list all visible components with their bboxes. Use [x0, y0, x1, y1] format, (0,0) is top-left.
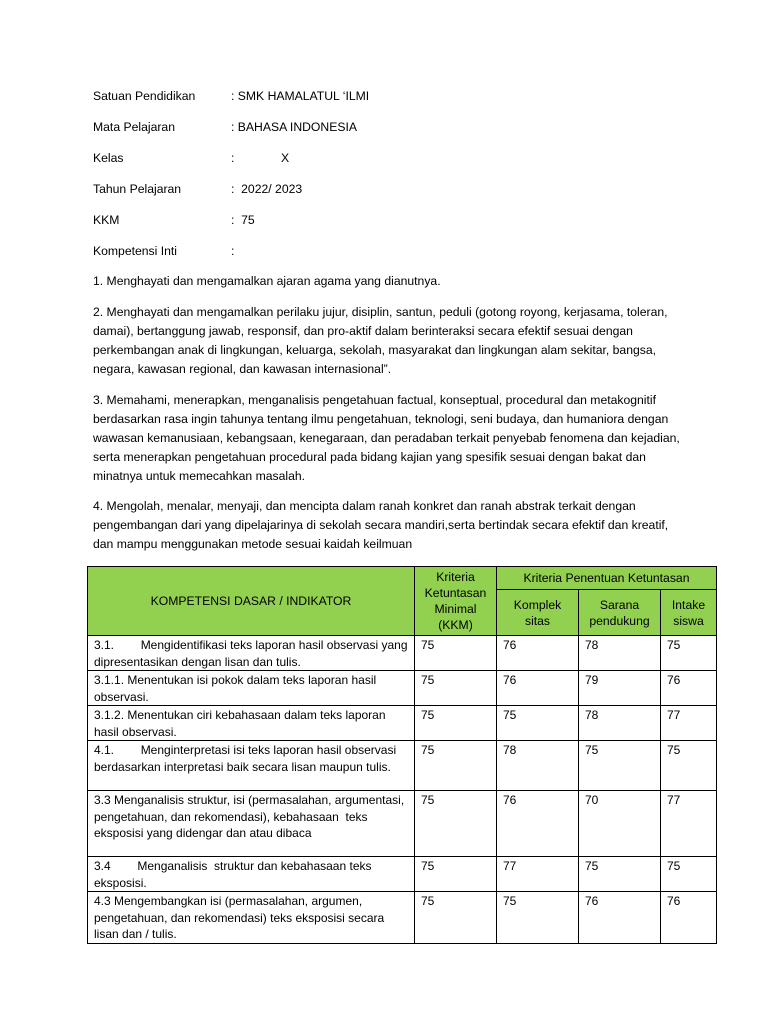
- ki-paragraph-4: 4. Mengolah, menalar, menyaji, dan mencipta dalam ranah konkret dan ranah abstrak terkait dengan pengembangan dari yang dipelajarinya di sekolah secara mandiri,serta bertindak secara efektif dan kreatif, dan mampu menggunakan metode sesuai kaidah keilmuan: [93, 499, 669, 551]
- table-header-row: [88, 567, 717, 590]
- kd-cell: 4.1. Menginterpretasi isi teks laporan hasil observasi berdasarkan interpretasi baik secara lisan maupun tulis.: [88, 741, 415, 791]
- info-colon: :: [231, 151, 235, 165]
- header-sarana-pendukung: Sarana pendukung: [579, 590, 661, 636]
- info-label: Tahun Pelajaran: [93, 182, 182, 196]
- kkm-cell: 75: [415, 636, 497, 671]
- kompleksitas-cell: 78: [497, 741, 579, 791]
- kkm-cell: 75: [415, 857, 497, 892]
- table-row: [88, 741, 717, 791]
- kkm-table: [87, 566, 717, 944]
- table-row: [88, 671, 717, 706]
- sarana-cell: 78: [579, 636, 661, 671]
- info-label: KKM: [93, 213, 120, 227]
- sarana-cell: 75: [579, 741, 661, 791]
- info-label: Kompetensi Inti: [93, 244, 178, 258]
- kkm-cell: 75: [415, 671, 497, 706]
- ki-paragraph-3: 3. Memahami, menerapkan, menganalisis pengetahuan factual, konseptual, procedural dan metakognitif berdasarkan rasa ingin tahunya tentang ilmu pengetahuan, teknologi, seni budaya, dan humaniora dengan wawasan kemanusiaan, kebangsaan, kenegaraan, dan peradaban terkait penyebab fenomena dan kejadian, serta menerapkan pengetahuan procedural pada bidang kajian yang spesifik sesuai dengan bakat dan minatnya untuk memecahkan masalah.: [93, 393, 680, 483]
- kd-cell: 3.1.1. Menentukan isi pokok dalam teks laporan hasil observasi.: [88, 671, 415, 706]
- ki-paragraph-1: 1. Menghayati dan mengamalkan ajaran agama yang dianutnya.: [93, 274, 441, 288]
- info-value: X: [281, 151, 290, 165]
- intake-cell: 76: [661, 892, 717, 944]
- header-intake-siswa: Intake siswa: [661, 590, 717, 636]
- ki-paragraph-2: 2. Menghayati dan mengamalkan perilaku jujur, disiplin, santun, peduli (gotong royong, kerjasama, toleran, damai), bertanggung jawab, responsif, dan pro-aktif dalam berinteraksi secara efektif sesuai dengan perkembangan anak di lingkungan, keluarga, sekolah, masyarakat dan lingkungan alam sekitar, bangsa, negara, kawasan regional, dan kawasan internasional”.: [93, 305, 668, 376]
- sarana-cell: 78: [579, 706, 661, 741]
- info-value: :: [231, 244, 235, 258]
- kkm-cell: 75: [415, 892, 497, 944]
- table-row: [88, 892, 717, 944]
- info-label: Kelas: [93, 151, 124, 165]
- info-value: : 2022/ 2023: [231, 182, 303, 196]
- intake-cell: 75: [661, 741, 717, 791]
- kompleksitas-cell: 77: [497, 857, 579, 892]
- kkm-cell: 75: [415, 741, 497, 791]
- intake-cell: 77: [661, 791, 717, 857]
- kkm-cell: 75: [415, 706, 497, 741]
- intake-cell: 75: [661, 857, 717, 892]
- kd-cell: 3.4 Menganalisis struktur dan kebahasaan teks eksposisi.: [88, 857, 415, 892]
- header-kompleksitas: Komplek sitas: [497, 590, 579, 636]
- table-row: [88, 791, 717, 857]
- kd-cell: 3.1. Mengidentifikasi teks laporan hasil observasi yang dipresentasikan dengan lisan dan tulis.: [88, 636, 415, 671]
- info-value: : BAHASA INDONESIA: [231, 120, 357, 134]
- sarana-cell: 75: [579, 857, 661, 892]
- kompleksitas-cell: 75: [497, 706, 579, 741]
- kompleksitas-cell: 76: [497, 791, 579, 857]
- kd-cell: 3.1.2. Menentukan ciri kebahasaan dalam teks laporan hasil observasi.: [88, 706, 415, 741]
- info-value: : SMK HAMALATUL ‘ILMI: [231, 89, 370, 103]
- table-row: [88, 706, 717, 741]
- kd-cell: 3.3 Menganalisis struktur, isi (permasalahan, argumentasi, pengetahuan, dan rekomendasi), kebahasaan teks eksposisi yang didengar dan atau dibaca: [88, 791, 415, 857]
- info-label: Mata Pelajaran: [93, 120, 175, 134]
- sarana-cell: 70: [579, 791, 661, 857]
- header-kriteria-penentuan: Kriteria Penentuan Ketuntasan: [497, 567, 717, 590]
- table-row: [88, 636, 717, 671]
- header-kompetensi-dasar: KOMPETENSI DASAR / INDIKATOR: [88, 567, 415, 636]
- info-label: Satuan Pendidikan: [93, 89, 196, 103]
- sarana-cell: 79: [579, 671, 661, 706]
- header-kkm: Kriteria Ketuntasan Minimal (KKM): [415, 567, 497, 636]
- kompleksitas-cell: 75: [497, 892, 579, 944]
- info-value: : 75: [231, 213, 255, 227]
- kompleksitas-cell: 76: [497, 636, 579, 671]
- intake-cell: 75: [661, 636, 717, 671]
- sarana-cell: 76: [579, 892, 661, 944]
- intake-cell: 77: [661, 706, 717, 741]
- table-row: [88, 857, 717, 892]
- kkm-cell: 75: [415, 791, 497, 857]
- kd-cell: 4.3 Mengembangkan isi (permasalahan, argumen, pengetahuan, dan rekomendasi) teks eksposisi secara lisan dan / tulis.: [88, 892, 415, 944]
- kompleksitas-cell: 76: [497, 671, 579, 706]
- intake-cell: 76: [661, 671, 717, 706]
